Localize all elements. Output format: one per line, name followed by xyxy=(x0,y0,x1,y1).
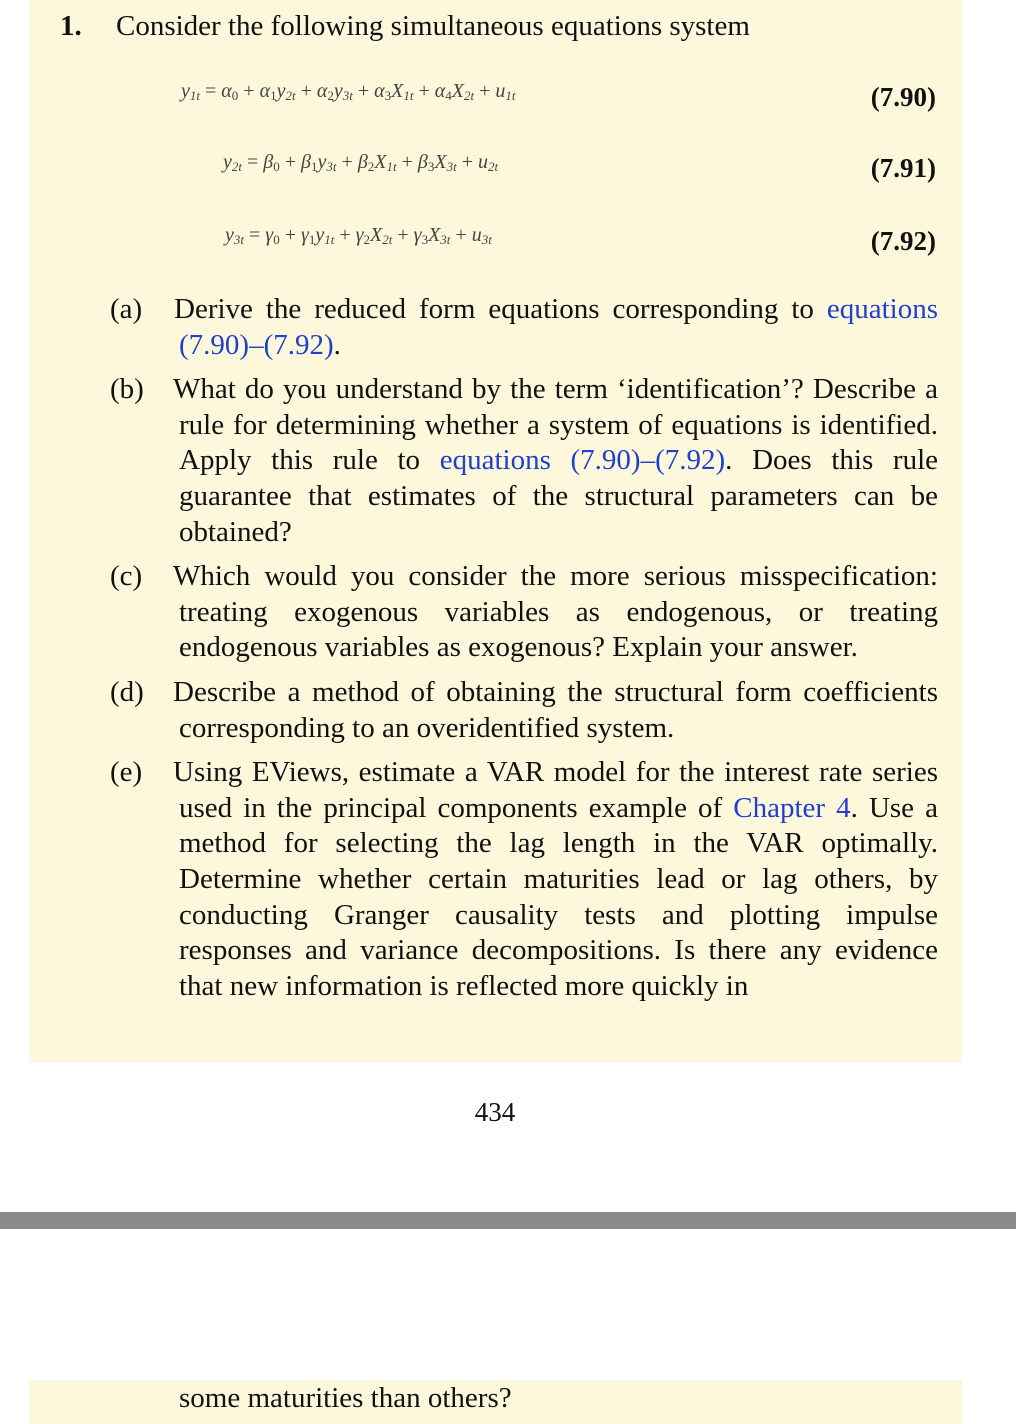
part-b xyxy=(110,372,938,550)
page-number: 434 xyxy=(474,1097,516,1127)
part-text: Derive the reduced form equations corresponding to xyxy=(174,293,827,325)
part-label: (a) xyxy=(110,293,143,325)
equation-7-92: $y_{3t} = \gamma_0 + \gamma_1y_{1t} + \gamma_2X_{2t} + \gamma_3X_{3t} + u_{3t}$ xyxy=(225,224,492,247)
part-text: Using EViews, estimate a VAR model for the interest rate series used in the principal components example of xyxy=(173,756,938,824)
part-c xyxy=(110,559,938,666)
equations-link[interactable]: equations (7.90)–(7.92) xyxy=(179,293,938,361)
exercise-title: Consider the following simultaneous equations system xyxy=(116,10,750,42)
question-parts xyxy=(110,292,938,1013)
part-label: (b) xyxy=(110,373,144,406)
part-text: . Does this rule guarantee that estimates of the structural parameters can be obtained? xyxy=(179,444,939,548)
part-text: . Use a method for selecting the lag length in the VAR optimally. Determine whether certain maturities lead or lag others, by conducting Granger causality tests and plotting impulse responses and variance decompositions. Is there any evidence that new information is reflected more quickly in xyxy=(179,791,938,1002)
part-label: (e) xyxy=(110,756,143,789)
part-a xyxy=(110,292,938,363)
equation-label-7-90: (7.90) xyxy=(870,82,936,112)
part-e xyxy=(110,755,938,1004)
exercise-number: 1. xyxy=(60,10,82,42)
part-label: (c) xyxy=(110,560,143,593)
equation-7-90: $y_{1t} = \alpha_0 + \alpha_1y_{2t} + \alpha_2y_{3t} + \alpha_3X_{1t} + \alpha_4X_{2t} + u_{1t}$ xyxy=(181,80,516,103)
equation-label-7-92: (7.92) xyxy=(870,226,936,256)
part-text: Which would you consider the more serious misspecification: treating exogenous variables as endogenous, or treating endogenous variables as exogenous? Explain your answer. xyxy=(173,560,938,664)
part-d xyxy=(110,675,938,746)
part-text: Describe a method of obtaining the structural form coefficients corresponding to an overidentified system. xyxy=(173,675,938,744)
chapter-link[interactable]: Chapter 4 xyxy=(733,791,851,824)
part-text: . xyxy=(333,328,341,361)
part-text: What do you understand by the term ‘identification’? Describe a rule for determining whether a system of equations is identified. Apply this rule to xyxy=(173,373,938,477)
equations-link[interactable]: equations (7.90)–(7.92) xyxy=(439,444,726,477)
equation-label-7-91: (7.91) xyxy=(870,153,936,183)
continuation-text: some maturities than others? xyxy=(179,1382,512,1414)
part-label: (d) xyxy=(110,675,144,708)
page-divider xyxy=(0,1212,1016,1229)
equation-7-91: $y_{2t} = \beta_0 + \beta_1y_{3t} + \beta_2X_{1t} + \beta_3X_{3t} + u_{2t}$ xyxy=(223,151,499,174)
